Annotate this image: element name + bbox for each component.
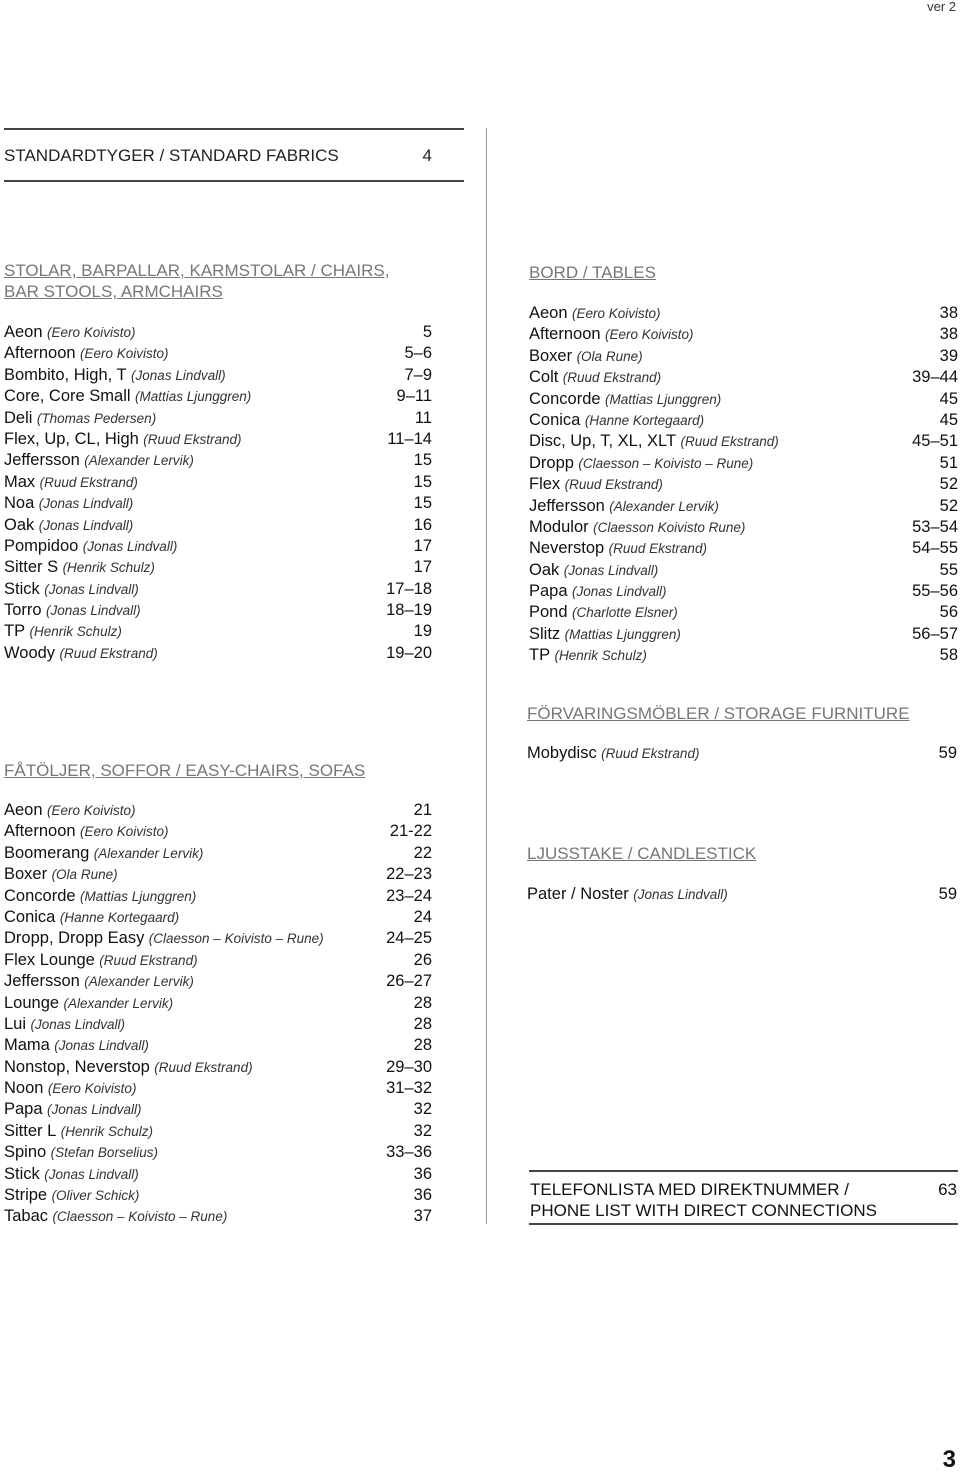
designer-name: (Ruud Ekstrand) — [59, 645, 158, 661]
phone-top-rule — [529, 1170, 958, 1172]
list-item[interactable] — [529, 538, 958, 559]
list-item[interactable] — [4, 386, 432, 407]
designer-name: (Alexander Lervik) — [63, 995, 174, 1011]
page-ref: 52 — [939, 475, 958, 494]
designer-name: (Jonas Lindvall) — [47, 1102, 142, 1118]
product-name: Conica — [529, 410, 581, 429]
designer-name: (Ruud Ekstrand) — [562, 370, 662, 386]
list-item[interactable] — [4, 408, 432, 429]
page-ref: 17 — [413, 558, 432, 577]
page-ref: 45 — [939, 389, 958, 408]
phone-bottom-rule — [529, 1223, 958, 1225]
list-item[interactable] — [4, 343, 432, 364]
designer-name: (Eero Koivisto) — [572, 306, 661, 321]
designer-name: (Mattias Ljunggren) — [605, 391, 722, 407]
product-name: Conica — [4, 907, 56, 926]
list-item[interactable] — [4, 600, 432, 621]
product-name: Max — [4, 472, 36, 491]
designer-name: (Ruud Ekstrand) — [601, 746, 700, 761]
product-name: Slitz — [529, 624, 561, 643]
designer-name: (Jonas Lindvall) — [38, 517, 134, 533]
designer-name: (Jonas Lindvall) — [82, 538, 178, 554]
designer-name: (Ruud Ekstrand) — [143, 431, 242, 447]
list-item[interactable] — [4, 928, 432, 949]
designer-name: (Ola Rune) — [51, 867, 118, 883]
list-item[interactable] — [4, 1057, 432, 1078]
product-name: Pond — [529, 603, 568, 622]
designer-name: (Thomas Pedersen) — [36, 410, 157, 426]
product-name: Noa — [4, 494, 35, 513]
designer-name: (Jonas Lindvall) — [44, 1166, 139, 1182]
list-item[interactable] — [4, 429, 432, 450]
designer-name: (Jonas Lindvall) — [54, 1038, 149, 1054]
designer-name: (Ruud Ekstrand) — [39, 474, 138, 490]
page-ref: 17–18 — [386, 579, 432, 598]
page-ref: 55 — [939, 560, 958, 579]
designer-name: (Claesson – Koivisto – Rune) — [148, 931, 324, 947]
page-ref: 24–25 — [386, 929, 432, 948]
product-name: Noon — [4, 1079, 44, 1098]
page-ref: 36 — [413, 1186, 432, 1205]
designer-name: (Claesson – Koivisto – Rune) — [578, 455, 754, 471]
list-item[interactable] — [529, 560, 958, 581]
list-item[interactable] — [4, 322, 432, 343]
list-item[interactable] — [4, 643, 432, 664]
list-item[interactable] — [4, 1164, 432, 1185]
product-name: Aeon — [4, 801, 43, 819]
list-item[interactable] — [529, 517, 958, 538]
designer-name: (Jonas Lindvall) — [38, 496, 134, 512]
product-name: Pater / Noster — [527, 885, 629, 903]
list-item[interactable] — [527, 884, 957, 905]
top-rule — [4, 128, 464, 130]
product-name: Jeffersson — [4, 451, 80, 470]
standard-fabrics-page: 4 — [422, 146, 432, 165]
designer-name: (Alexander Lervik) — [93, 845, 204, 861]
product-name: Oak — [4, 515, 35, 534]
product-name: Concorde — [4, 886, 76, 905]
designer-name: (Eero Koivisto) — [47, 1081, 137, 1097]
page-ref: 26 — [413, 950, 432, 969]
product-name: Boxer — [529, 346, 573, 365]
list-item[interactable] — [529, 410, 958, 431]
product-name: Jeffersson — [529, 496, 605, 515]
product-name: Lounge — [4, 993, 60, 1012]
page-ref: 21 — [413, 801, 432, 819]
list-item[interactable] — [4, 450, 432, 471]
list-item[interactable] — [4, 971, 432, 992]
page-ref: 52 — [939, 496, 958, 515]
list-item[interactable] — [4, 907, 432, 928]
designer-name: (Claesson Koivisto Rune) — [593, 519, 746, 535]
product-name: Bombito, High, T — [4, 365, 127, 384]
designer-name: (Jonas Lindvall) — [131, 367, 226, 383]
designer-name: (Ruud Ekstrand) — [608, 541, 707, 557]
chairs-title-line1: STOLAR, BARPALLAR, KARMSTOLAR / CHAIRS, — [4, 261, 390, 280]
designer-name: (Alexander Lervik) — [609, 498, 719, 514]
product-name: TP — [4, 622, 26, 641]
designer-name: (Henrik Schulz) — [62, 560, 155, 576]
page-ref: 9–11 — [396, 387, 432, 406]
sofas-list — [4, 800, 432, 1228]
page-ref: 45–51 — [912, 432, 958, 451]
product-name: Sitter S — [4, 558, 59, 577]
list-item[interactable] — [529, 624, 958, 645]
list-item[interactable] — [529, 496, 958, 517]
page-ref: 21-22 — [389, 822, 432, 841]
product-name: Stripe — [4, 1186, 48, 1205]
list-item[interactable] — [4, 1121, 432, 1142]
page-ref: 33–36 — [386, 1143, 432, 1162]
list-item[interactable] — [529, 431, 958, 452]
product-name: Afternoon — [529, 325, 601, 344]
designer-name: (Eero Koivisto) — [605, 327, 694, 343]
designer-name: (Henrik Schulz) — [29, 624, 122, 640]
product-name: Flex Lounge — [4, 950, 95, 969]
page-ref: 18–19 — [386, 601, 432, 620]
product-name: Afternoon — [4, 822, 76, 841]
product-name: Aeon — [529, 304, 568, 322]
page-ref: 17 — [413, 536, 432, 555]
tables-list — [529, 303, 958, 667]
list-item[interactable] — [529, 324, 958, 345]
product-name: Dropp, Dropp Easy — [4, 929, 145, 948]
product-name: Flex, Up, CL, High — [4, 429, 139, 448]
page-ref: 45 — [939, 410, 958, 429]
list-item[interactable] — [529, 602, 958, 623]
list-item[interactable] — [4, 515, 432, 536]
list-item[interactable] — [4, 1035, 432, 1056]
product-name: Papa — [4, 1100, 43, 1119]
list-item[interactable] — [4, 950, 432, 971]
product-name: Stick — [4, 1164, 40, 1183]
list-item[interactable] — [4, 800, 432, 821]
product-name: Oak — [529, 560, 560, 579]
standard-fabrics-title[interactable]: STANDARDTYGER / STANDARD FABRICS — [4, 146, 339, 165]
page-ref: 59 — [938, 885, 957, 903]
page-ref: 11–14 — [387, 429, 432, 448]
product-name: Lui — [4, 1014, 27, 1033]
product-name: Papa — [529, 582, 568, 601]
list-item[interactable] — [4, 864, 432, 885]
chairs-list — [4, 322, 432, 664]
designer-name: (Ruud Ekstrand) — [99, 952, 198, 968]
page-ref: 56–57 — [912, 624, 958, 643]
product-name: Stick — [4, 579, 40, 598]
product-name: Boxer — [4, 865, 48, 884]
designer-name: (Eero Koivisto) — [47, 325, 136, 340]
list-item[interactable] — [529, 581, 958, 602]
designer-name: (Henrik Schulz) — [60, 1123, 154, 1139]
page-ref: 54–55 — [912, 539, 958, 558]
list-item[interactable] — [529, 389, 958, 410]
product-name: Spino — [4, 1143, 47, 1162]
product-name: Tabac — [4, 1207, 49, 1226]
product-name: Neverstop — [529, 539, 605, 558]
list-item[interactable] — [529, 453, 958, 474]
page-ref: 15 — [413, 494, 432, 513]
list-item[interactable] — [4, 821, 432, 842]
list-item[interactable] — [4, 1014, 432, 1035]
designer-name: (Eero Koivisto) — [80, 346, 169, 362]
chairs-title-line2: BAR STOOLS, ARMCHAIRS — [4, 282, 223, 301]
page-ref: 7–9 — [404, 365, 432, 384]
designer-name: (Charlotte Elsner) — [572, 605, 678, 621]
designer-name: (Mattias Ljunggren) — [564, 626, 681, 642]
page-ref: 32 — [413, 1121, 432, 1140]
designer-name: (Jonas Lindvall) — [46, 603, 141, 619]
sofas-title: FÅTÖLJER, SOFFOR / EASY-CHAIRS, SOFAS — [4, 761, 366, 780]
list-item[interactable] — [529, 645, 958, 666]
product-name: Deli — [4, 408, 33, 427]
page-ref: 15 — [413, 451, 432, 470]
designer-name: (Henrik Schulz) — [554, 648, 647, 664]
product-name: TP — [529, 646, 551, 665]
list-item[interactable] — [4, 472, 432, 493]
page-ref: 26–27 — [386, 972, 432, 991]
designer-name: (Eero Koivisto) — [80, 824, 169, 840]
designer-name: (Mattias Ljunggren) — [80, 888, 197, 904]
list-item[interactable] — [4, 1185, 432, 1206]
designer-name: (Ruud Ekstrand) — [680, 434, 779, 450]
page-ref: 16 — [413, 515, 432, 534]
list-item[interactable] — [529, 303, 958, 324]
page-ref: 39 — [939, 346, 958, 365]
product-name: Mobydisc — [527, 744, 597, 762]
product-name: Dropp — [529, 453, 574, 472]
list-item[interactable] — [4, 365, 432, 386]
product-name: Woody — [4, 643, 56, 662]
page-ref: 28 — [413, 993, 432, 1012]
page-ref: 32 — [413, 1100, 432, 1119]
designer-name: (Jonas Lindvall) — [30, 1016, 126, 1032]
designer-name: (Jonas Lindvall) — [44, 581, 139, 597]
page-ref: 37 — [413, 1207, 432, 1226]
version-label: ver 2 — [927, 0, 956, 14]
list-item[interactable] — [4, 1142, 432, 1163]
product-name: Modulor — [529, 517, 589, 536]
standard-rule — [4, 180, 464, 182]
storage-title: FÖRVARINGSMÖBLER / STORAGE FURNITURE — [527, 704, 910, 723]
page-ref: 11 — [414, 408, 432, 427]
tables-title: BORD / TABLES — [529, 263, 656, 282]
list-item[interactable] — [4, 886, 432, 907]
product-name: Colt — [529, 368, 559, 387]
page-ref: 55–56 — [912, 582, 958, 601]
list-item[interactable] — [4, 1206, 432, 1227]
candlestick-title: LJUSSTAKE / CANDLESTICK — [527, 844, 757, 863]
designer-name: (Ruud Ekstrand) — [564, 477, 663, 493]
designer-name: (Ola Rune) — [576, 348, 643, 364]
list-item[interactable] — [4, 843, 432, 864]
designer-name: (Oliver Schick) — [51, 1188, 140, 1204]
list-item[interactable] — [527, 743, 957, 764]
designer-name: (Claesson – Koivisto – Rune) — [52, 1209, 228, 1225]
product-name: Nonstop, Neverstop — [4, 1057, 150, 1076]
designer-name: (Alexander Lervik) — [84, 453, 194, 469]
page-ref: 15 — [413, 472, 432, 491]
page-ref: 59 — [938, 744, 957, 762]
page-ref: 31–32 — [386, 1079, 432, 1098]
designer-name: (Jonas Lindvall) — [572, 584, 667, 600]
list-item[interactable] — [529, 474, 958, 495]
phone-list-title-line1[interactable]: TELEFONLISTA MED DIREKTNUMMER / — [530, 1180, 849, 1199]
designer-name: (Ruud Ekstrand) — [154, 1059, 253, 1075]
page-ref: 39–44 — [912, 368, 958, 387]
designer-name: (Jonas Lindvall) — [563, 562, 659, 578]
list-item[interactable] — [4, 621, 432, 642]
list-item[interactable] — [4, 536, 432, 557]
product-name: Pompidoo — [4, 536, 79, 555]
product-name: Disc, Up, T, XL, XLT — [529, 432, 677, 451]
list-item[interactable] — [4, 1078, 432, 1099]
column-divider — [486, 128, 487, 1224]
list-item[interactable] — [4, 1099, 432, 1120]
product-name: Sitter L — [4, 1121, 57, 1140]
product-name: Core, Core Small — [4, 387, 131, 406]
page-ref: 53–54 — [912, 517, 958, 536]
storage-list — [527, 743, 957, 764]
list-item[interactable] — [529, 367, 958, 388]
page-ref: 22 — [413, 843, 432, 862]
designer-name: (Mattias Ljunggren) — [135, 389, 252, 405]
product-name: Flex — [529, 475, 561, 494]
designer-name: (Alexander Lervik) — [84, 974, 194, 990]
product-name: Afternoon — [4, 344, 76, 363]
page-ref: 5–6 — [404, 344, 432, 363]
designer-name: (Hanne Kortegaard) — [59, 909, 180, 925]
list-item[interactable] — [529, 346, 958, 367]
product-name: Aeon — [4, 323, 43, 341]
list-item[interactable] — [4, 579, 432, 600]
page-ref: 19–20 — [386, 643, 432, 662]
phone-list-page: 63 — [938, 1180, 957, 1199]
page-ref: 51 — [939, 453, 958, 472]
candlestick-list — [527, 884, 957, 905]
page-ref: 28 — [413, 1036, 432, 1055]
page-ref: 36 — [413, 1164, 432, 1183]
product-name: Boomerang — [4, 843, 90, 862]
page-ref: 22–23 — [386, 865, 432, 884]
page-ref: 23–24 — [386, 886, 432, 905]
page-number: 3 — [942, 1446, 956, 1473]
list-item[interactable] — [4, 557, 432, 578]
page-ref: 5 — [422, 323, 432, 341]
page-ref: 38 — [939, 304, 958, 322]
product-name: Jeffersson — [4, 972, 80, 991]
product-name: Mama — [4, 1036, 50, 1055]
page-ref: 58 — [939, 646, 958, 665]
page-ref: 29–30 — [386, 1057, 432, 1076]
page-ref: 28 — [413, 1014, 432, 1033]
designer-name: (Stefan Borselius) — [50, 1145, 158, 1161]
designer-name: (Hanne Kortegaard) — [584, 412, 705, 428]
page-ref: 24 — [413, 907, 432, 926]
list-item[interactable] — [4, 493, 432, 514]
product-name: Concorde — [529, 389, 601, 408]
page-ref: 38 — [939, 325, 958, 344]
product-name: Torro — [4, 601, 42, 620]
list-item[interactable] — [4, 993, 432, 1014]
page-ref: 56 — [939, 603, 958, 622]
designer-name: (Eero Koivisto) — [47, 803, 136, 818]
page-ref: 19 — [413, 622, 432, 641]
phone-list-title-line2[interactable]: PHONE LIST WITH DIRECT CONNECTIONS — [530, 1201, 877, 1220]
designer-name: (Jonas Lindvall) — [633, 887, 728, 902]
